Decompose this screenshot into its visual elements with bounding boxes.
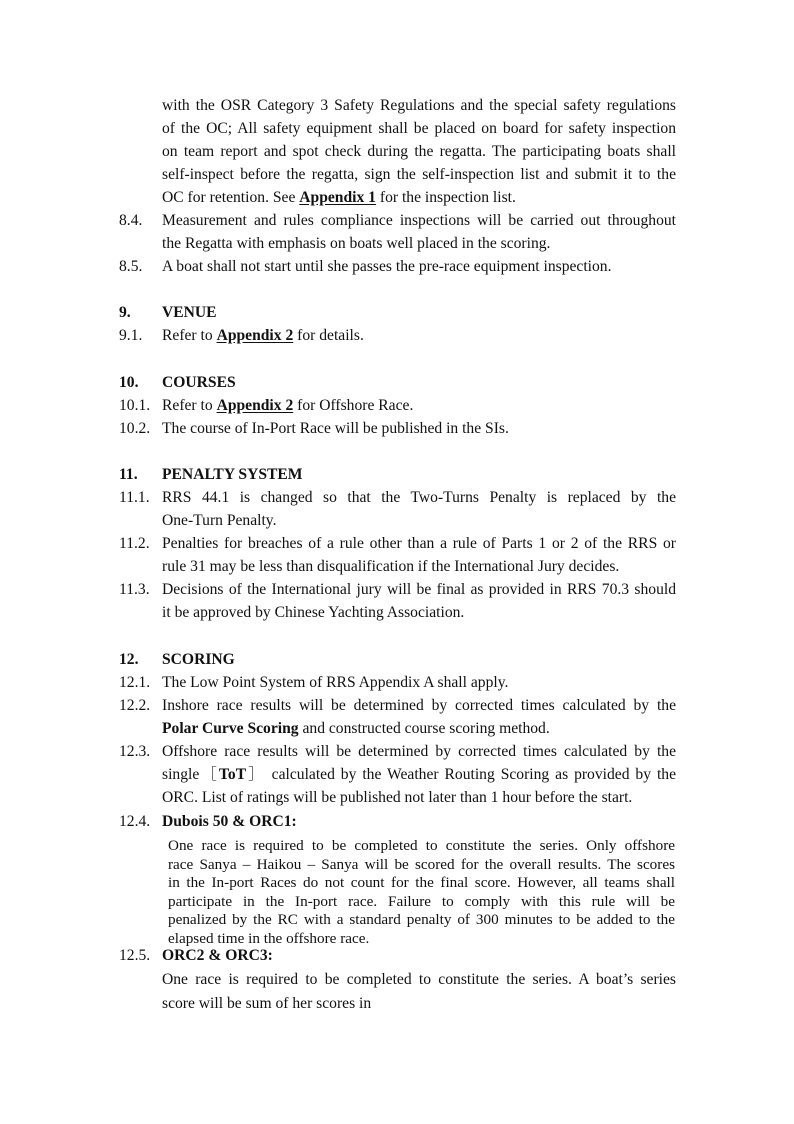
paragraph-line: Decisions of the International jury will be final as provided in RRS 70.3 should [162, 581, 676, 598]
paragraph-line: on team report and spot check during the regatta. The participating boats shall [162, 143, 676, 160]
appendix-2-link[interactable]: Appendix 2 [216, 397, 294, 414]
section-number: 11. [119, 466, 138, 483]
paragraph-line: penalized by the RC with a standard penalty of 300 minutes to be added to the [168, 911, 675, 928]
appendix-1-link[interactable]: Appendix 1 [299, 189, 376, 206]
paragraph-line: elapsed time in the offshore race. [168, 929, 370, 947]
text: for the inspection list. [375, 189, 516, 206]
paragraph-line [162, 720, 676, 738]
paragraph-line: Inshore race results will be determined by corrected times calculated by the [162, 697, 676, 714]
paragraph-line: of the OC; All safety equipment shall be placed on board for safety inspection [162, 120, 676, 137]
text: for Offshore Race. [293, 397, 414, 414]
item-number: 11.2. [119, 535, 150, 552]
paragraph-line [162, 189, 676, 207]
section-heading: VENUE [162, 304, 217, 321]
text: single［ [162, 766, 219, 783]
text: for details. [293, 327, 364, 344]
item-number: 10.2. [119, 420, 151, 437]
paragraph-line [162, 397, 676, 415]
paragraph-line: Penalties for breaches of a rule other than a rule of Parts 1 or 2 of the RRS or [162, 535, 676, 552]
paragraph-line: The Low Point System of RRS Appendix A shall apply. [162, 674, 509, 691]
text: Refer to [162, 327, 217, 344]
item-number: 12.2. [119, 697, 151, 714]
paragraph-line [162, 766, 676, 784]
paragraph-line: with the OSR Category 3 Safety Regulations and the special safety regulations [162, 97, 676, 114]
item-number: 11.1. [119, 489, 150, 506]
item-number: 8.4. [119, 212, 143, 229]
section-number: 12. [119, 651, 139, 668]
paragraph-line: Offshore race results will be determined by corrected times calculated by the [162, 743, 676, 760]
text: ］ calculated by the Weather Routing Scoring as provided by the [246, 766, 677, 783]
item-number: 10.1. [119, 397, 151, 414]
paragraph-line: A boat shall not start until she passes the pre-race equipment inspection. [162, 258, 612, 275]
section-heading: COURSES [162, 374, 236, 391]
text: Refer to [162, 397, 217, 414]
paragraph-line: participate in the In-port race. Failure to comply with this rule will be [168, 892, 675, 910]
paragraph-line: RRS 44.1 is changed so that the Two-Turns Penalty is replaced by the [162, 489, 676, 506]
subheading: ORC2 & ORC3: [162, 947, 273, 964]
paragraph-line: ORC. List of ratings will be published not later than 1 hour before the start. [162, 789, 633, 806]
section-number: 9. [119, 304, 131, 321]
paragraph-line [162, 327, 676, 345]
paragraph-line: One race is required to be completed to constitute the series. Only offshore [168, 837, 675, 854]
paragraph-line: score will be sum of her scores in [162, 995, 372, 1012]
paragraph-line: One-Turn Penalty. [162, 512, 277, 529]
item-number: 12.3. [119, 743, 151, 760]
paragraph-line: One race is required to be completed to constitute the series. A boat’s series [162, 971, 676, 988]
item-number: 12.4. [119, 813, 151, 830]
appendix-2-link[interactable]: Appendix 2 [216, 327, 294, 344]
paragraph-line: Measurement and rules compliance inspections will be carried out throughout [162, 212, 676, 229]
paragraph-line: The course of In-Port Race will be published in the SIs. [162, 420, 509, 437]
bold-term: ToT [218, 766, 247, 783]
item-number: 9.1. [119, 327, 143, 344]
item-number: 12.5. [119, 947, 151, 964]
paragraph-line: race Sanya – Haikou – Sanya will be scored for the overall results. The scores [168, 855, 675, 873]
paragraph-line: rule 31 may be less than disqualification if the International Jury decides. [162, 558, 620, 575]
item-number: 11.3. [119, 581, 150, 598]
subheading: Dubois 50 & ORC1: [162, 813, 297, 830]
section-number: 10. [119, 374, 139, 391]
bold-term: Polar Curve Scoring [162, 720, 299, 737]
item-number: 8.5. [119, 258, 143, 275]
item-number: 12.1. [119, 674, 151, 691]
paragraph-line: the Regatta with emphasis on boats well placed in the scoring. [162, 235, 551, 252]
paragraph-line: it be approved by Chinese Yachting Association. [162, 604, 465, 621]
section-heading: SCORING [162, 651, 235, 668]
text: and constructed course scoring method. [298, 720, 550, 737]
text: OC for retention. See [162, 189, 300, 206]
paragraph-line: self-inspect before the regatta, sign the self-inspection list and submit it to the [162, 166, 676, 183]
paragraph-line: in the In-port Races do not count for the final score. However, all teams shall [168, 874, 675, 891]
section-heading: PENALTY SYSTEM [162, 466, 303, 483]
